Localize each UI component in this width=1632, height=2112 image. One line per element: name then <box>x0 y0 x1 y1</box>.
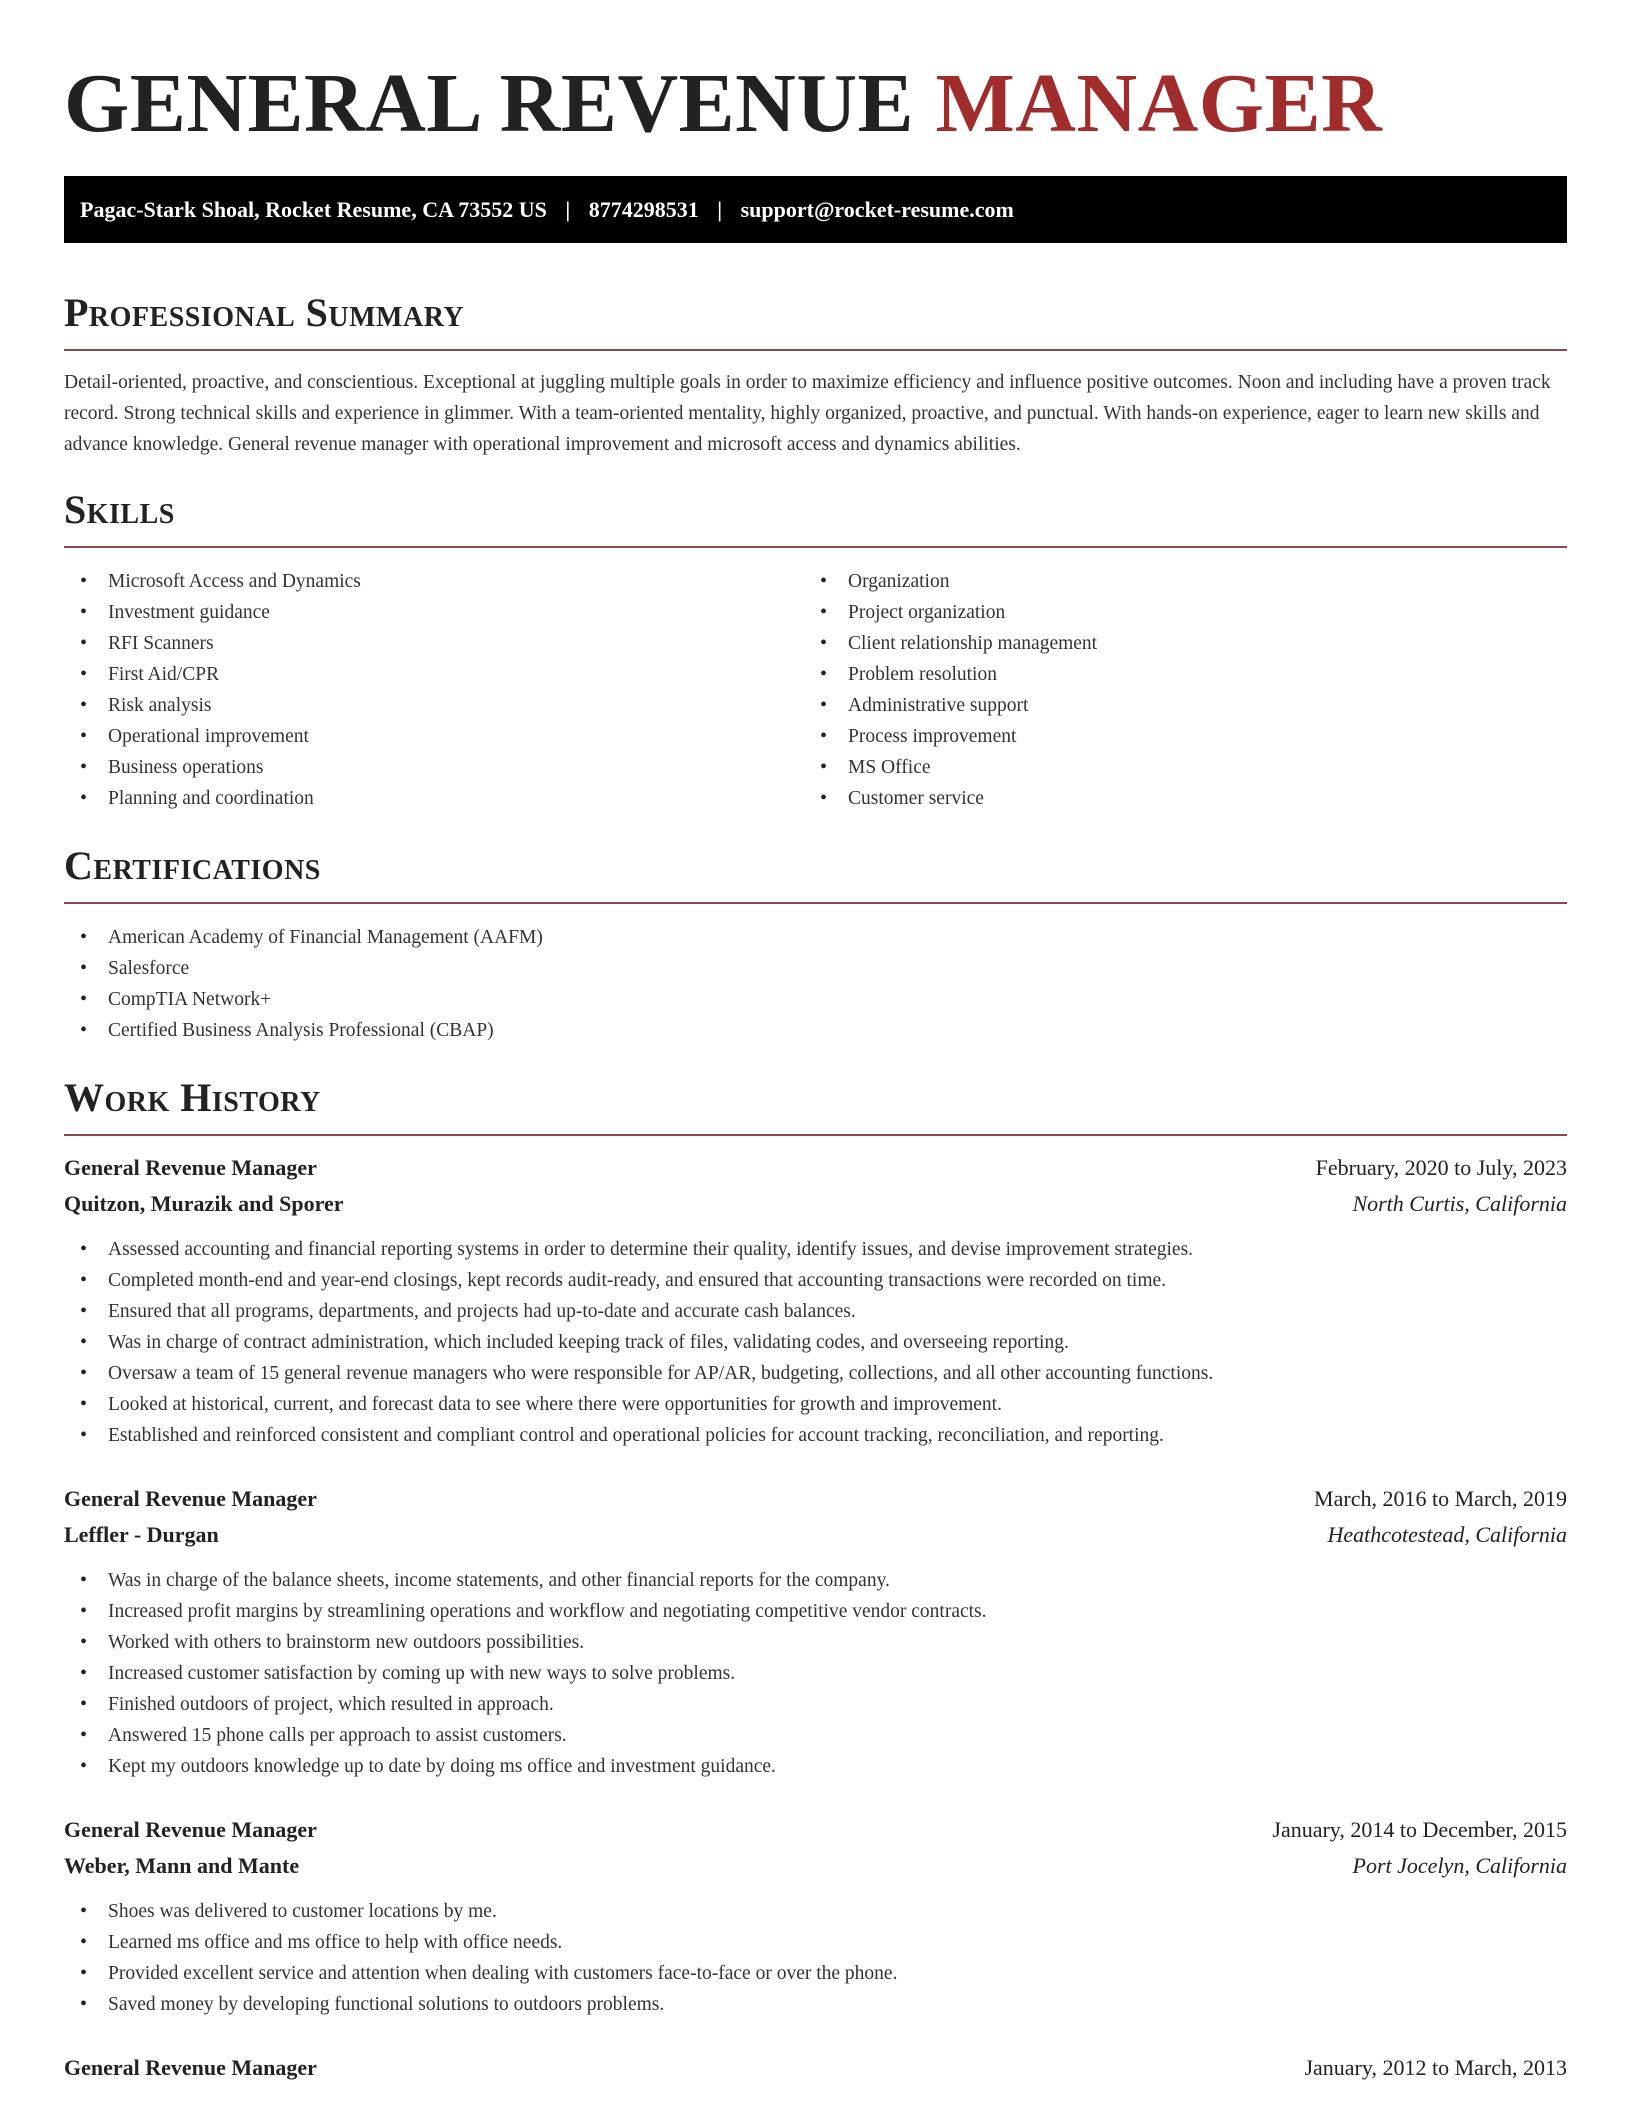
section-title-summary: Professional Summary <box>64 290 465 335</box>
job-dates: February, 2020 to July, 2023 <box>1315 1155 1567 1180</box>
job-location: Heathcotestead, California <box>1327 1522 1567 1547</box>
section-divider <box>64 902 1567 904</box>
job-bullet: • Shoes was delivered to customer locations by me. <box>64 1896 1567 1927</box>
resume-title-accent: MANAGER <box>935 57 1383 150</box>
certification-item: • Salesforce <box>64 953 1567 984</box>
job-bullet: • Oversaw a team of 15 general revenue managers who were responsible for AP/AR, budgeting, collections, and all other accounting functions. <box>64 1358 1567 1389</box>
skill-item: • Client relationship management <box>804 628 1544 659</box>
job-bullet: • Kept my outdoors knowledge up to date by doing ms office and investment guidance. <box>64 1751 1567 1782</box>
resume-page <box>64 0 1567 2086</box>
skills-list-right <box>804 566 1544 814</box>
job-bullet: • Worked with others to brainstorm new outdoors possibilities. <box>64 1627 1567 1658</box>
skill-item: • Operational improvement <box>64 721 804 752</box>
job-bullet: • Finished outdoors of project, which resulted in approach. <box>64 1689 1567 1720</box>
job-bullet: • Completed month-end and year-end closings, kept records audit-ready, and ensured that accounting transactions were recorded on time. <box>64 1265 1567 1296</box>
skill-item: • RFI Scanners <box>64 628 804 659</box>
skill-item: • MS Office <box>804 752 1544 783</box>
skill-item: • Customer service <box>804 783 1544 814</box>
contact-phone[interactable]: 8774298531 <box>588 197 699 222</box>
section-title-work-history: Work History <box>64 1075 321 1120</box>
section-divider <box>64 546 1567 548</box>
section-divider <box>64 349 1567 351</box>
skill-item: • Risk analysis <box>64 690 804 721</box>
skill-item: • Microsoft Access and Dynamics <box>64 566 804 597</box>
job-company-row <box>64 1848 1567 1884</box>
job-company-row <box>64 1186 1567 1222</box>
skill-item: • Investment guidance <box>64 597 804 628</box>
job-bullet: • Answered 15 phone calls per approach to assist customers. <box>64 1720 1567 1751</box>
skill-item: • First Aid/CPR <box>64 659 804 690</box>
job-bullet: • Was in charge of the balance sheets, income statements, and other financial reports for the company. <box>64 1565 1567 1596</box>
skill-item: • Project organization <box>804 597 1544 628</box>
summary-text: Detail-oriented, proactive, and conscientious. Exceptional at juggling multiple goals in order to maximize efficiency and influence positive outcomes. Noon and including have a proven track record. Strong technical skills and experience in glimmer. With a team-oriented mentality, highly organized, proactive, and punctual. With hands-on experience, eager to learn new skills and advance knowledge. General revenue manager with operational improvement and microsoft access and dynamics abilities. <box>64 372 1551 455</box>
skills-grid <box>64 566 1567 814</box>
job-company: Quitzon, Murazik and Sporer <box>64 1191 344 1216</box>
job-location: Port Jocelyn, California <box>1352 1853 1567 1878</box>
certifications-section <box>64 842 1567 1046</box>
job-entry <box>64 1481 1567 1782</box>
job-bullets <box>64 1234 1567 1451</box>
resume-title <box>64 0 1567 152</box>
job-title: General Revenue Manager <box>64 1486 317 1511</box>
job-bullet: • Increased customer satisfaction by coming up with new ways to solve problems. <box>64 1658 1567 1689</box>
work-history-section <box>64 1074 1567 2086</box>
skills-list-left <box>64 566 804 814</box>
skills-section <box>64 486 1567 814</box>
section-title-skills: Skills <box>64 487 175 532</box>
certification-item: • Certified Business Analysis Professional (CBAP) <box>64 1015 1567 1046</box>
skill-item: • Planning and coordination <box>64 783 804 814</box>
job-bullet: • Looked at historical, current, and forecast data to see where there were opportunities for growth and improvement. <box>64 1389 1567 1420</box>
job-bullets <box>64 1896 1567 2020</box>
section-title-certifications: Certifications <box>64 843 321 888</box>
summary-section <box>64 289 1567 460</box>
job-dates: March, 2016 to March, 2019 <box>1314 1486 1567 1511</box>
job-header-row <box>64 1481 1567 1517</box>
job-bullet: • Assessed accounting and financial reporting systems in order to determine their quality, identify issues, and devise improvement strategies. <box>64 1234 1567 1265</box>
job-title: General Revenue Manager <box>64 1155 317 1180</box>
job-header-row <box>64 2050 1567 2086</box>
contact-separator: | <box>717 197 723 222</box>
job-bullet: • Was in charge of contract administration, which included keeping track of files, validating codes, and overseeing reporting. <box>64 1327 1567 1358</box>
section-divider <box>64 1134 1567 1136</box>
contact-address: Pagac-Stark Shoal, Rocket Resume, CA 73552 US <box>80 197 547 222</box>
job-bullets <box>64 1565 1567 1782</box>
job-dates: January, 2014 to December, 2015 <box>1272 1817 1567 1842</box>
job-dates: January, 2012 to March, 2013 <box>1304 2055 1567 2080</box>
job-bullet: • Increased profit margins by streamlining operations and workflow and negotiating competitive vendor contracts. <box>64 1596 1567 1627</box>
resume-title-main: GENERAL REVENUE <box>64 57 915 150</box>
job-bullet: • Saved money by developing functional solutions to outdoors problems. <box>64 1989 1567 2020</box>
job-company: Weber, Mann and Mante <box>64 1853 300 1878</box>
job-entry <box>64 2050 1567 2086</box>
job-bullet: • Learned ms office and ms office to help with office needs. <box>64 1927 1567 1958</box>
job-company-row <box>64 1517 1567 1553</box>
job-header-row <box>64 1812 1567 1848</box>
job-bullet: • Ensured that all programs, departments, and projects had up-to-date and accurate cash balances. <box>64 1296 1567 1327</box>
skill-item: • Administrative support <box>804 690 1544 721</box>
job-header-row <box>64 1150 1567 1186</box>
job-bullet: • Established and reinforced consistent and compliant control and operational policies for account tracking, reconciliation, and reporting. <box>64 1420 1567 1451</box>
job-company: Leffler - Durgan <box>64 1522 219 1547</box>
job-location: North Curtis, California <box>1352 1191 1567 1216</box>
contact-bar <box>64 176 1567 243</box>
skill-item: • Organization <box>804 566 1544 597</box>
contact-separator: | <box>565 197 571 222</box>
job-title: General Revenue Manager <box>64 1817 317 1842</box>
skill-item: • Process improvement <box>804 721 1544 752</box>
contact-email[interactable]: support@rocket-resume.com <box>740 197 1014 222</box>
job-bullet: • Provided excellent service and attention when dealing with customers face-to-face or over the phone. <box>64 1958 1567 1989</box>
certification-item: • American Academy of Financial Management (AAFM) <box>64 922 1567 953</box>
skill-item: • Business operations <box>64 752 804 783</box>
certification-item: • CompTIA Network+ <box>64 984 1567 1015</box>
job-title: General Revenue Manager <box>64 2055 317 2080</box>
certifications-list <box>64 922 1567 1046</box>
job-entry <box>64 1812 1567 2020</box>
skill-item: • Problem resolution <box>804 659 1544 690</box>
job-entry <box>64 1150 1567 1451</box>
